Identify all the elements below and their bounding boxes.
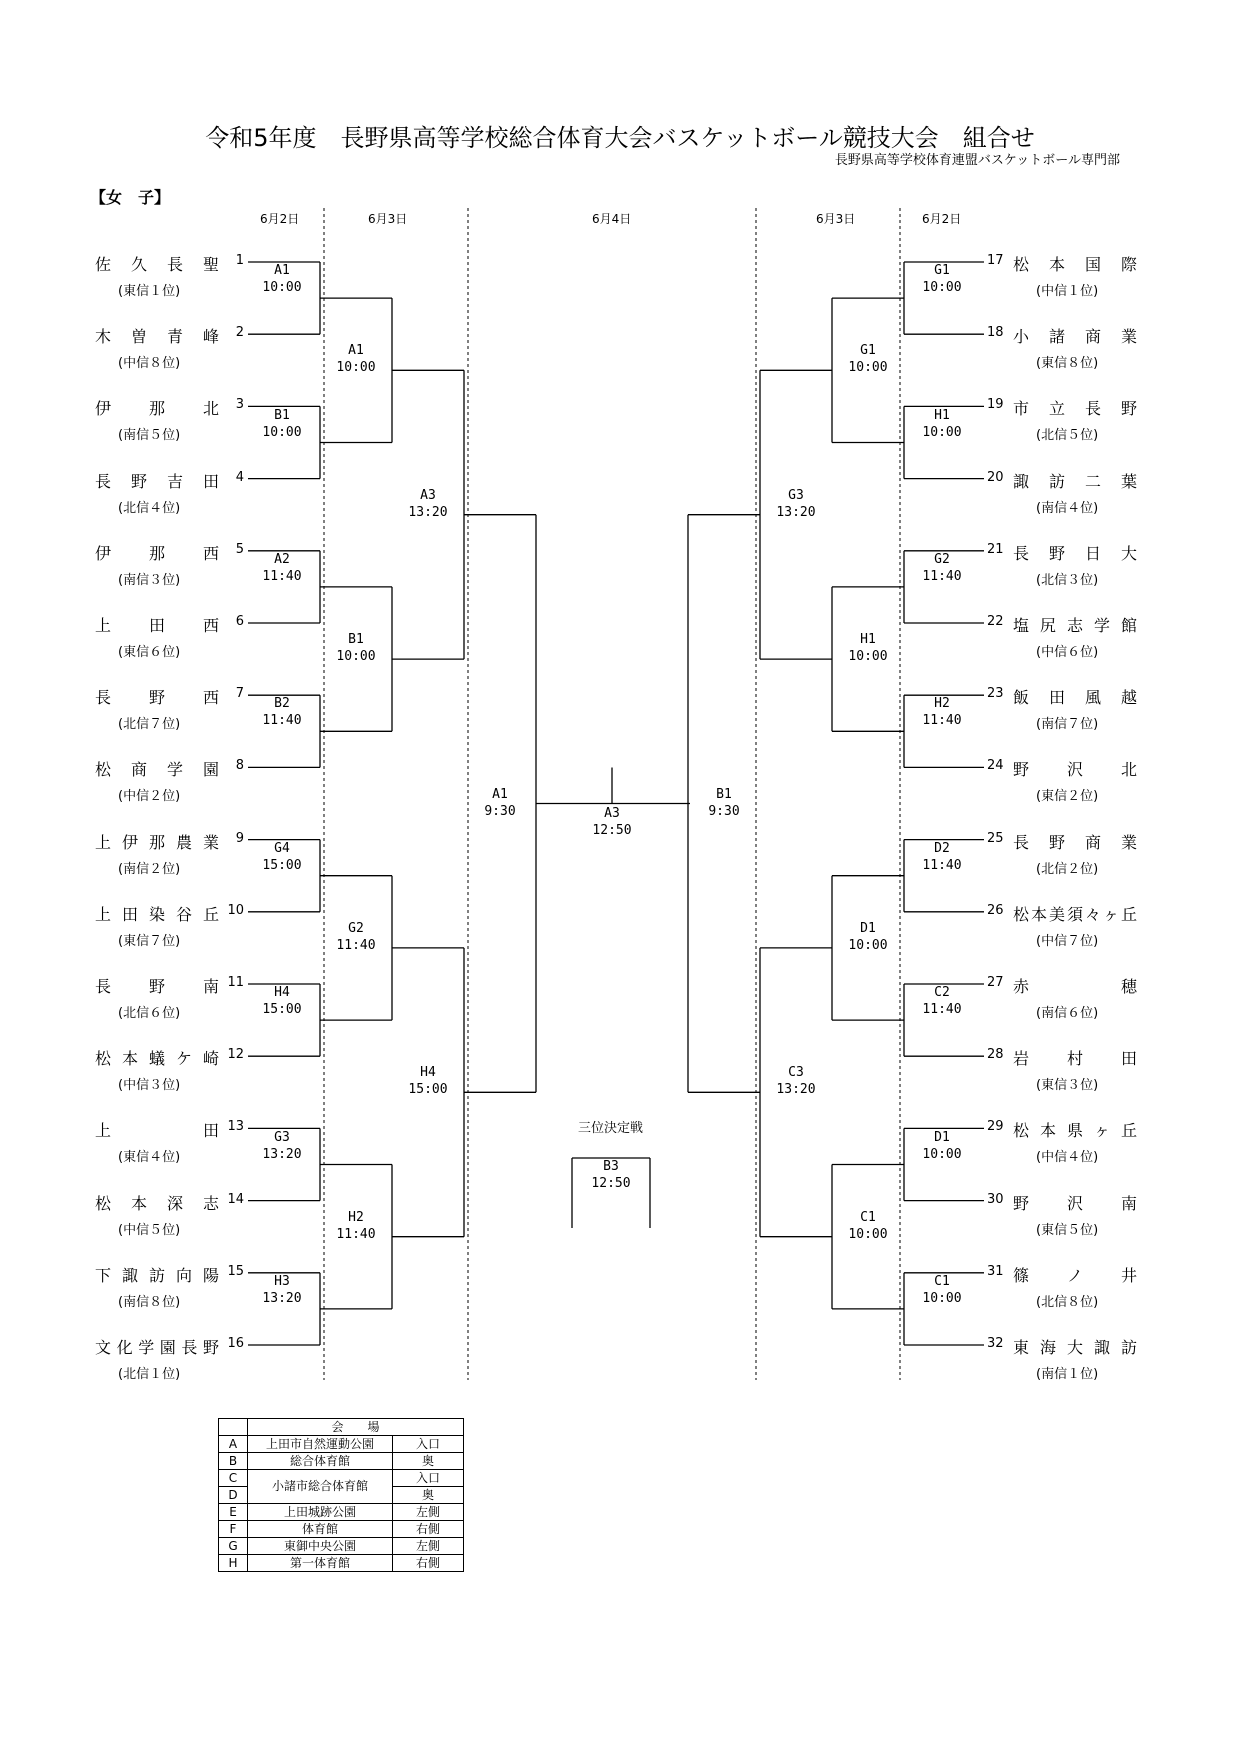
venue-place: 第一体育館	[248, 1555, 393, 1572]
left-r1-match-court: B2	[274, 696, 290, 712]
right-team-number: 17	[987, 253, 1004, 268]
right-r1-match-time: 10:00	[922, 1146, 962, 1162]
left-team-number: 7	[235, 686, 244, 702]
left-r1-match-time: 15:00	[262, 1002, 302, 1018]
left-team-name: 長野西	[95, 688, 219, 708]
venue-code: E	[219, 1504, 248, 1521]
right-r1-match-court: G2	[934, 551, 950, 567]
left-team-rank: (東信４位)	[118, 1150, 181, 1166]
right-team-number: 30	[987, 1191, 1004, 1207]
left-team-rank: (北信６位)	[118, 1006, 181, 1021]
left-r1-match-court: B1	[274, 407, 290, 423]
left-r2-match-time: 10:00	[336, 649, 376, 665]
left-r2-match-court: G2	[348, 920, 364, 936]
right-team-rank: (北信３位)	[1036, 572, 1099, 588]
left-team-rank: (東信６位)	[118, 645, 181, 660]
right-team-rank: (東信２位)	[1036, 789, 1099, 805]
right-r1-match-court: D1	[934, 1129, 950, 1145]
left-team-number: 13	[227, 1119, 244, 1135]
left-team-rank: (北信１位)	[118, 1367, 181, 1382]
right-r2-match-court: G1	[860, 343, 876, 359]
left-team-number: 14	[227, 1191, 244, 1207]
left-team-rank: (中信２位)	[118, 789, 181, 805]
left-semi-match-time: 9:30	[484, 803, 516, 819]
final-match-court: A3	[604, 805, 620, 821]
right-team-rank: (南信７位)	[1036, 717, 1099, 733]
left-team-name: 上田染谷丘	[95, 904, 219, 924]
right-r1-match-time: 10:00	[922, 280, 962, 296]
left-r1-match-time: 13:20	[262, 1146, 302, 1162]
right-team-name: 諏訪二葉	[1013, 471, 1137, 491]
right-team-number: 28	[987, 1047, 1004, 1063]
final-match-time: 12:50	[592, 822, 632, 838]
venue-code: D	[219, 1487, 248, 1504]
right-team-rank: (北信２位)	[1036, 861, 1099, 877]
right-r3-match-time: 13:20	[776, 1082, 816, 1098]
right-team-number: 26	[987, 902, 1004, 918]
venue-code: A	[219, 1436, 248, 1453]
left-team-number: 12	[227, 1047, 244, 1063]
left-team-number: 10	[227, 902, 244, 918]
left-r2-match-court: B1	[348, 632, 364, 648]
right-team-number: 32	[987, 1336, 1004, 1351]
left-team-name: 上田西	[95, 616, 219, 635]
left-r1-match-time: 10:00	[262, 280, 302, 296]
right-team-name: 東海大諏訪	[1013, 1338, 1137, 1357]
left-team-rank: (東信７位)	[118, 933, 181, 949]
left-team-rank: (東信１位)	[118, 284, 181, 299]
date-r2-left: 6月3日	[368, 212, 408, 226]
left-r3-match-time: 15:00	[408, 1082, 448, 1098]
right-r3-match-court: C3	[788, 1065, 804, 1081]
left-r2-match-time: 10:00	[336, 360, 376, 376]
left-team-name: 松本深志	[95, 1193, 219, 1213]
venue-side: 入口	[393, 1436, 464, 1453]
right-r1-match-time: 10:00	[922, 1290, 962, 1306]
left-team-number: 5	[235, 541, 244, 557]
right-r1-match-court: C2	[934, 985, 950, 1001]
right-team-name: 飯田風越	[1013, 688, 1137, 708]
left-r3-match-court: A3	[420, 487, 436, 503]
right-r1-match-time: 11:40	[922, 568, 962, 584]
right-team-number: 18	[987, 325, 1004, 341]
venue-table	[218, 1418, 464, 1572]
left-r1-match-court: G3	[274, 1129, 290, 1145]
left-r1-match-court: A1	[274, 263, 290, 279]
left-team-name: 上伊那農業	[95, 832, 219, 852]
left-team-name: 伊那西	[95, 543, 219, 563]
right-r1-match-court: H1	[934, 407, 950, 423]
left-r1-match-time: 11:40	[262, 713, 302, 729]
left-team-name: 長野吉田	[95, 471, 219, 491]
left-team-rank: (南信５位)	[118, 428, 181, 444]
division-label: 【女 子】	[90, 188, 171, 207]
right-team-rank: (東信５位)	[1036, 1222, 1099, 1238]
right-team-name: 松本国際	[1013, 255, 1137, 274]
date-r1-left: 6月2日	[260, 212, 300, 226]
right-team-rank: (南信６位)	[1036, 1006, 1099, 1021]
venue-code: B	[219, 1453, 248, 1470]
right-team-name: 長野商業	[1013, 832, 1137, 852]
left-team-number: 8	[235, 758, 244, 774]
right-team-name: 松本県ヶ丘	[1013, 1121, 1137, 1141]
right-r2-match-court: C1	[860, 1209, 876, 1225]
left-r1-match-time: 15:00	[262, 857, 302, 873]
right-team-number: 31	[987, 1263, 1004, 1279]
third-place-label: 三位決定戦	[578, 1121, 644, 1136]
right-semi-match-time: 9:30	[708, 803, 740, 819]
right-team-name: 赤穂	[1013, 977, 1137, 996]
venue-place: 総合体育館	[248, 1453, 393, 1470]
right-r3-match-court: G3	[788, 487, 804, 503]
left-r1-match-court: A2	[274, 551, 290, 567]
right-r1-match-court: C1	[934, 1273, 950, 1289]
right-team-name: 野沢北	[1013, 760, 1137, 780]
left-team-rank: (中信８位)	[118, 356, 181, 372]
right-r2-match-time: 10:00	[848, 649, 888, 665]
right-team-rank: (南信４位)	[1036, 500, 1099, 516]
third-place-match-time: 12:50	[591, 1176, 631, 1191]
left-team-number: 9	[235, 830, 244, 846]
right-team-name: 小諸商業	[1013, 327, 1137, 347]
venue-code: C	[219, 1470, 248, 1487]
right-team-rank: (東信８位)	[1036, 356, 1099, 372]
left-semi-match-court: A1	[492, 786, 508, 802]
right-team-number: 19	[987, 397, 1004, 413]
left-team-rank: (中信３位)	[118, 1078, 181, 1094]
right-team-rank: (中信７位)	[1036, 933, 1099, 949]
venue-side: 奥	[393, 1487, 464, 1504]
right-r1-match-time: 11:40	[922, 713, 962, 729]
page-title: 令和5年度 長野県高等学校総合体育大会バスケットボール競技大会 組合せ	[205, 124, 1035, 152]
right-team-number: 24	[987, 758, 1004, 774]
venue-side: 奥	[393, 1453, 464, 1470]
left-r1-match-time: 11:40	[262, 568, 302, 584]
venue-side: 左側	[393, 1538, 464, 1555]
left-r1-match-time: 13:20	[262, 1290, 302, 1306]
left-r1-match-court: H3	[274, 1273, 290, 1289]
right-r1-match-time: 11:40	[922, 857, 962, 873]
right-team-number: 25	[987, 830, 1004, 846]
right-team-rank: (中信１位)	[1036, 284, 1099, 299]
right-team-name: 松本美須々ヶ丘	[1013, 904, 1137, 924]
left-team-number: 3	[235, 397, 244, 413]
venue-place: 上田城跡公園	[248, 1504, 393, 1521]
right-team-rank: (中信６位)	[1036, 645, 1099, 660]
date-final: 6月4日	[592, 212, 632, 226]
left-r2-match-court: A1	[348, 343, 364, 359]
left-team-name: 松商学園	[95, 760, 219, 780]
date-r1-right: 6月2日	[922, 212, 962, 226]
venue-header: 会 場	[248, 1419, 464, 1436]
left-team-name: 伊那北	[95, 399, 219, 419]
left-r1-match-court: G4	[274, 840, 290, 856]
left-team-number: 11	[227, 975, 244, 990]
right-r1-match-court: D2	[934, 840, 950, 856]
right-team-rank: (北信８位)	[1036, 1294, 1099, 1310]
left-team-name: 松本蟻ケ崎	[95, 1049, 219, 1069]
left-r3-match-time: 13:20	[408, 504, 448, 520]
venue-side: 右側	[393, 1521, 464, 1538]
right-team-number: 21	[987, 541, 1004, 557]
right-team-rank: (北信５位)	[1036, 428, 1099, 444]
right-team-name: 塩尻志学館	[1013, 616, 1137, 635]
right-team-number: 23	[987, 686, 1004, 702]
left-team-name: 文化学園長野	[95, 1338, 219, 1357]
venue-side: 右側	[393, 1555, 464, 1572]
right-team-name: 長野日大	[1013, 543, 1137, 563]
organizer: 長野県高等学校体育連盟バスケットボール専門部	[834, 153, 1120, 168]
left-team-name: 木曽青峰	[95, 327, 219, 347]
left-team-rank: (中信５位)	[118, 1222, 181, 1238]
third-place-match-court: B3	[603, 1159, 619, 1174]
right-team-name: 篠ノ井	[1013, 1265, 1137, 1285]
right-team-number: 20	[987, 469, 1004, 485]
left-r2-match-time: 11:40	[336, 937, 376, 953]
venue-place: 小諸市総合体育館	[248, 1470, 393, 1504]
right-team-rank: (東信３位)	[1036, 1078, 1099, 1094]
right-r2-match-court: H1	[860, 632, 876, 648]
venue-side: 左側	[393, 1504, 464, 1521]
left-r2-match-court: H2	[348, 1209, 364, 1225]
left-team-rank: (北信７位)	[118, 717, 181, 733]
right-r1-match-time: 10:00	[922, 424, 962, 440]
left-team-name: 下諏訪向陽	[95, 1265, 219, 1285]
left-team-number: 1	[235, 253, 244, 268]
venue-code: G	[219, 1538, 248, 1555]
venue-header-blank	[219, 1419, 248, 1436]
right-r2-match-time: 10:00	[848, 937, 888, 953]
right-team-number: 22	[987, 614, 1004, 629]
right-r1-match-court: G1	[934, 263, 950, 279]
left-team-name: 長野南	[95, 977, 219, 996]
right-r1-match-court: H2	[934, 696, 950, 712]
left-team-rank: (北信４位)	[118, 500, 181, 516]
right-r3-match-time: 13:20	[776, 504, 816, 520]
right-team-name: 市立長野	[1013, 399, 1137, 419]
right-r2-match-time: 10:00	[848, 360, 888, 376]
left-team-name: 上田	[95, 1121, 219, 1141]
left-team-rank: (南信２位)	[118, 861, 181, 877]
left-r2-match-time: 11:40	[336, 1226, 376, 1242]
venue-code: F	[219, 1521, 248, 1538]
right-r2-match-court: D1	[860, 920, 876, 936]
left-team-number: 4	[235, 469, 244, 485]
right-team-number: 29	[987, 1119, 1004, 1135]
right-semi-match-court: B1	[716, 786, 732, 802]
left-r1-match-time: 10:00	[262, 424, 302, 440]
right-r1-match-time: 11:40	[922, 1002, 962, 1018]
venue-place: 体育館	[248, 1521, 393, 1538]
venue-side: 入口	[393, 1470, 464, 1487]
venue-place: 上田市自然運動公園	[248, 1436, 393, 1453]
left-team-rank: (南信８位)	[118, 1294, 181, 1310]
venue-place: 東御中央公園	[248, 1538, 393, 1555]
right-team-name: 野沢南	[1013, 1193, 1137, 1213]
left-team-number: 15	[227, 1263, 244, 1279]
right-team-name: 岩村田	[1013, 1049, 1137, 1069]
left-team-number: 2	[235, 325, 244, 341]
date-r2-right: 6月3日	[816, 212, 856, 226]
left-team-name: 佐久長聖	[95, 255, 219, 274]
left-team-number: 6	[235, 614, 244, 629]
left-team-rank: (南信３位)	[118, 572, 181, 588]
left-r3-match-court: H4	[420, 1065, 436, 1081]
left-r1-match-court: H4	[274, 985, 290, 1001]
venue-code: H	[219, 1555, 248, 1572]
left-team-number: 16	[227, 1336, 244, 1351]
right-team-number: 27	[987, 975, 1004, 990]
right-r2-match-time: 10:00	[848, 1226, 888, 1242]
right-team-rank: (南信１位)	[1036, 1367, 1099, 1382]
right-team-rank: (中信４位)	[1036, 1150, 1099, 1166]
